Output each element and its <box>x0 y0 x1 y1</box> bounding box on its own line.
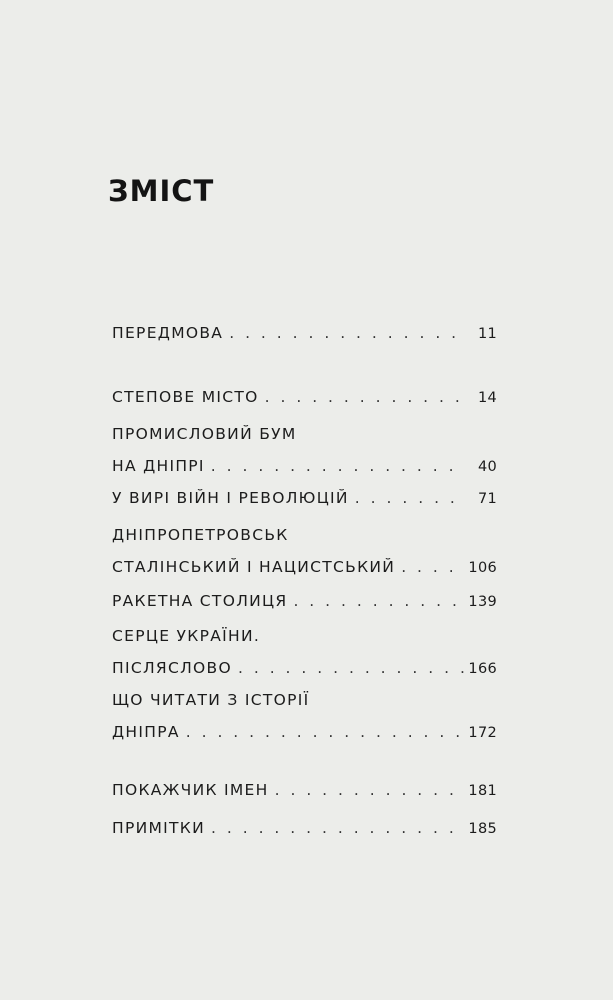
dot-leader <box>238 652 464 684</box>
dot-leader <box>211 812 464 844</box>
toc-entry-page: 11 <box>477 326 497 342</box>
toc-entry-page: 71 <box>477 491 497 507</box>
toc-entry-label-first-line: ДНІПРОПЕТРОВСЬК <box>112 526 289 544</box>
dot-leader <box>401 551 464 583</box>
toc-entry <box>112 317 497 350</box>
toc-entry-label: У ВИРІ ВІЙН І РЕВОЛЮЦІЙ <box>112 489 349 507</box>
toc-entry-page: 172 <box>468 725 497 741</box>
toc-entry-label: РАКЕТНА СТОЛИЦЯ <box>112 592 288 610</box>
toc-entry <box>112 519 497 584</box>
toc-entry-label-first-line: СЕРЦЕ УКРАЇНИ. <box>112 627 261 645</box>
dot-leader <box>229 317 465 349</box>
toc-entry <box>112 418 497 483</box>
dot-leader <box>293 585 464 617</box>
dot-leader <box>186 716 465 748</box>
toc-entry-label-first-line: ПРОМИСЛОВИЙ БУМ <box>112 425 297 443</box>
dot-leader <box>355 482 465 514</box>
toc-entry <box>112 482 497 515</box>
toc-entry-label: СТЕПОВЕ МІСТО <box>112 388 259 406</box>
toc-entry-label: СТАЛІНСЬКИЙ І НАЦИСТСЬКИЙ <box>112 558 396 576</box>
toc-entry <box>112 585 497 618</box>
toc-entry-label: ПРИМІТКИ <box>112 819 206 837</box>
toc-entry <box>112 684 497 749</box>
toc-entry-page: 106 <box>468 560 497 576</box>
toc-entry-label: ПІСЛЯСЛОВО <box>112 659 232 677</box>
dot-leader <box>211 450 465 482</box>
toc-entry-page: 185 <box>468 821 497 837</box>
page-title: ЗМІСТ <box>108 174 215 208</box>
dot-leader <box>265 381 465 413</box>
toc-entry-page: 139 <box>468 594 497 610</box>
toc-entry-page: 166 <box>468 661 497 677</box>
dot-leader <box>275 774 465 806</box>
toc-entry-label: НА ДНІПРІ <box>112 457 205 475</box>
toc-entry-label: ПЕРЕДМОВА <box>112 324 224 342</box>
toc-entry <box>112 812 497 845</box>
toc-entry-page: 40 <box>477 459 497 475</box>
toc-entry <box>112 620 497 685</box>
toc-entry-label: ДНІПРА <box>112 723 180 741</box>
toc-entry-label-first-line: ЩО ЧИТАТИ З ІСТОРІЇ <box>112 691 310 709</box>
toc-entry <box>112 381 497 414</box>
toc-entry-page: 181 <box>468 783 497 799</box>
toc-entry <box>112 774 497 807</box>
toc-entry-label: ПОКАЖЧИК ІМЕН <box>112 781 269 799</box>
toc-entry-page: 14 <box>477 390 497 406</box>
